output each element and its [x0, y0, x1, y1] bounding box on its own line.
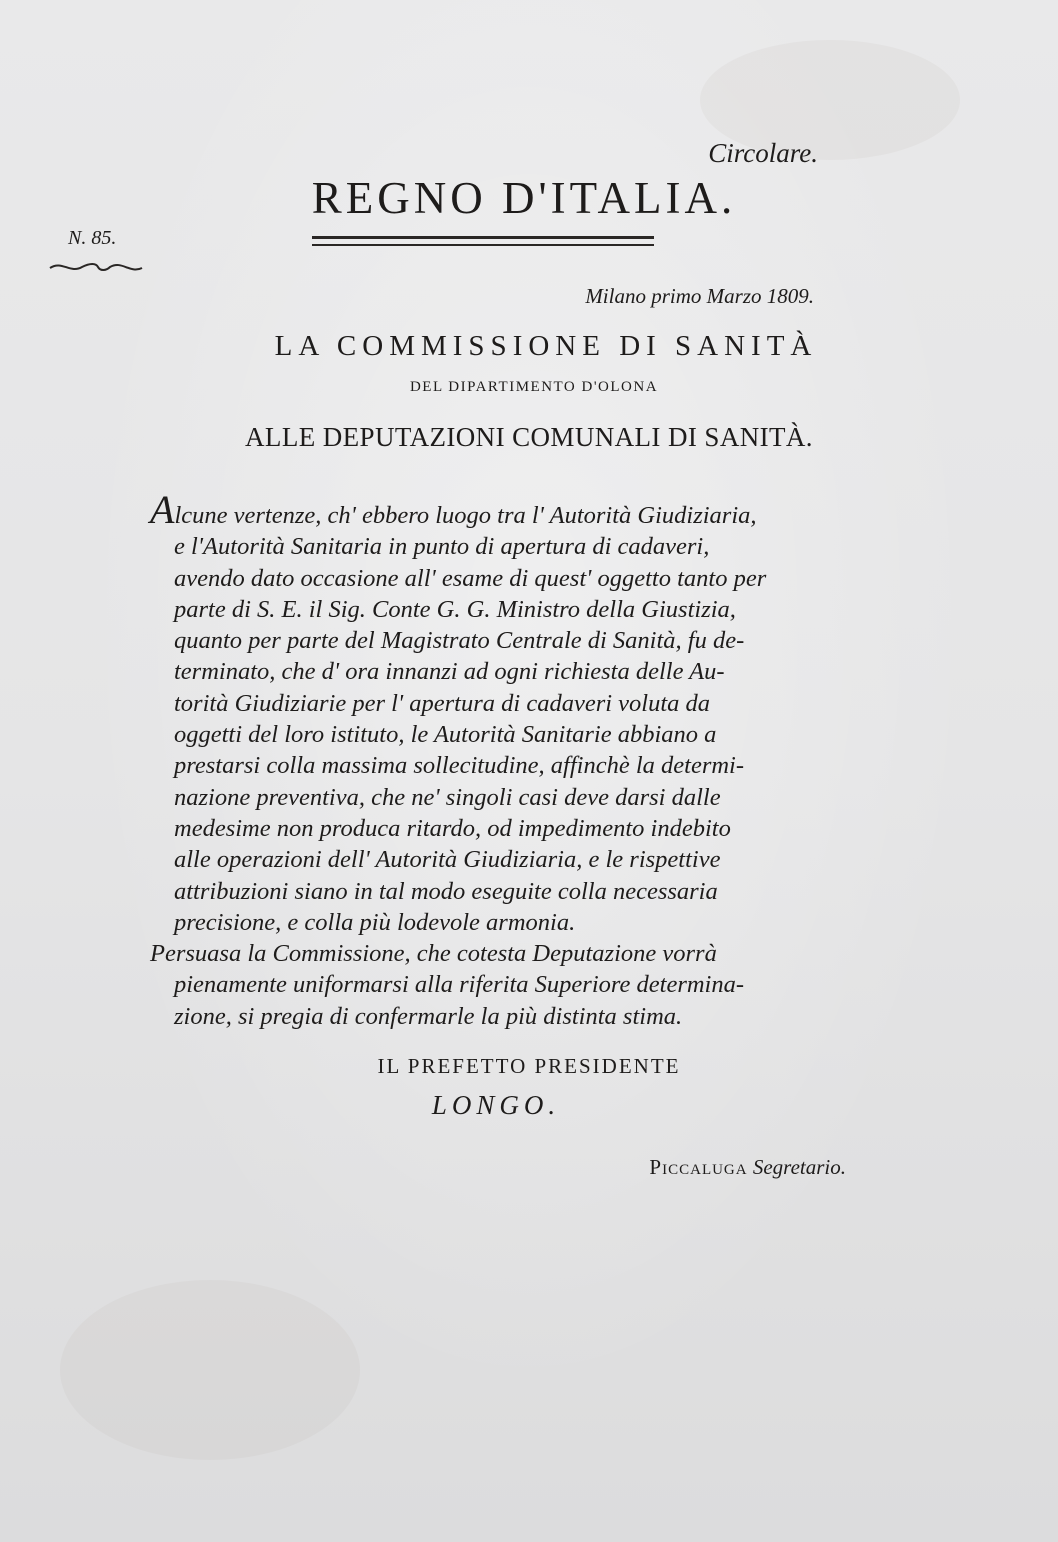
kingdom-title-text: REGNO D'ITALIA.	[311, 173, 737, 223]
body-line: nazione preventiva, che ne' singoli casi deve darsi dalle	[174, 783, 721, 811]
body-line-text: lcune vertenze, ch' ebbero luogo tra l' Autorità Giudiziaria,	[174, 502, 757, 529]
dateline: Milano primo Marzo 1809.	[585, 284, 814, 308]
secretary-role: Segretario.	[752, 1155, 846, 1179]
signatory-title: IL PREFETTO PRESIDENTE	[377, 1054, 681, 1078]
body-line: terminato, che d' ora innanzi ad ogni richiesta delle Au-	[174, 658, 725, 686]
circular-label: Circolare.	[708, 138, 818, 168]
signatory-name: LONGO.	[431, 1090, 561, 1120]
title-rule-thin	[312, 244, 654, 246]
body-line: parte di S. E. il Sig. Conte G. G. Ministro della Giustizia,	[174, 595, 736, 623]
department-subheading: DEL DIPARTIMENTO D'OLONA	[409, 379, 659, 395]
closing-line: zione, si pregia di confermarle la più distinta stima.	[174, 1002, 683, 1030]
body-line: avendo dato occasione all' esame di quest' oggetto tanto per	[174, 564, 767, 592]
closing-line: pienamente uniformarsi alla riferita Superiore determina-	[174, 971, 745, 999]
body-line: medesime non produca ritardo, od impedimento indebito	[174, 814, 731, 842]
commission-heading: LA COMMISSIONE DI SANITÀ	[274, 330, 818, 362]
title-rule-thick	[312, 236, 654, 239]
flourish-ornament	[48, 258, 144, 278]
body-line: alle operazioni dell' Autorità Giudiziaria, e le rispettive	[174, 846, 721, 874]
body-line: attribuzioni siano in tal modo eseguite colla necessaria	[174, 877, 718, 905]
body-line: precisione, e colla più lodevole armonia.	[174, 908, 576, 936]
letter-body	[150, 487, 870, 1032]
body-line: prestarsi colla massima sollecitudine, affinchè la determi-	[174, 752, 745, 780]
body-line: oggetti del loro istituto, le Autorità Sanitarie abbiano a	[174, 721, 717, 749]
secretary-name: Piccaluga	[649, 1155, 748, 1179]
drop-cap: A	[150, 487, 175, 532]
body-line: torità Giudiziarie per l' apertura di cadaveri voluta da	[174, 689, 711, 717]
body-line: quanto per parte del Magistrato Centrale di Sanità, fu de-	[174, 627, 745, 655]
body-line	[150, 487, 870, 532]
body-line: e l'Autorità Sanitaria in punto di apertura di cadaveri,	[174, 533, 710, 561]
paper-stain	[60, 1280, 360, 1460]
kingdom-title	[0, 172, 1058, 224]
circular-number: N. 85.	[68, 227, 117, 249]
secretary-signature	[649, 1155, 846, 1180]
closing-line: Persuasa la Commissione, che cotesta Deputazione vorrà	[150, 940, 717, 968]
recipients-heading: ALLE DEPUTAZIONI COMUNALI DI SANITÀ.	[245, 422, 813, 452]
